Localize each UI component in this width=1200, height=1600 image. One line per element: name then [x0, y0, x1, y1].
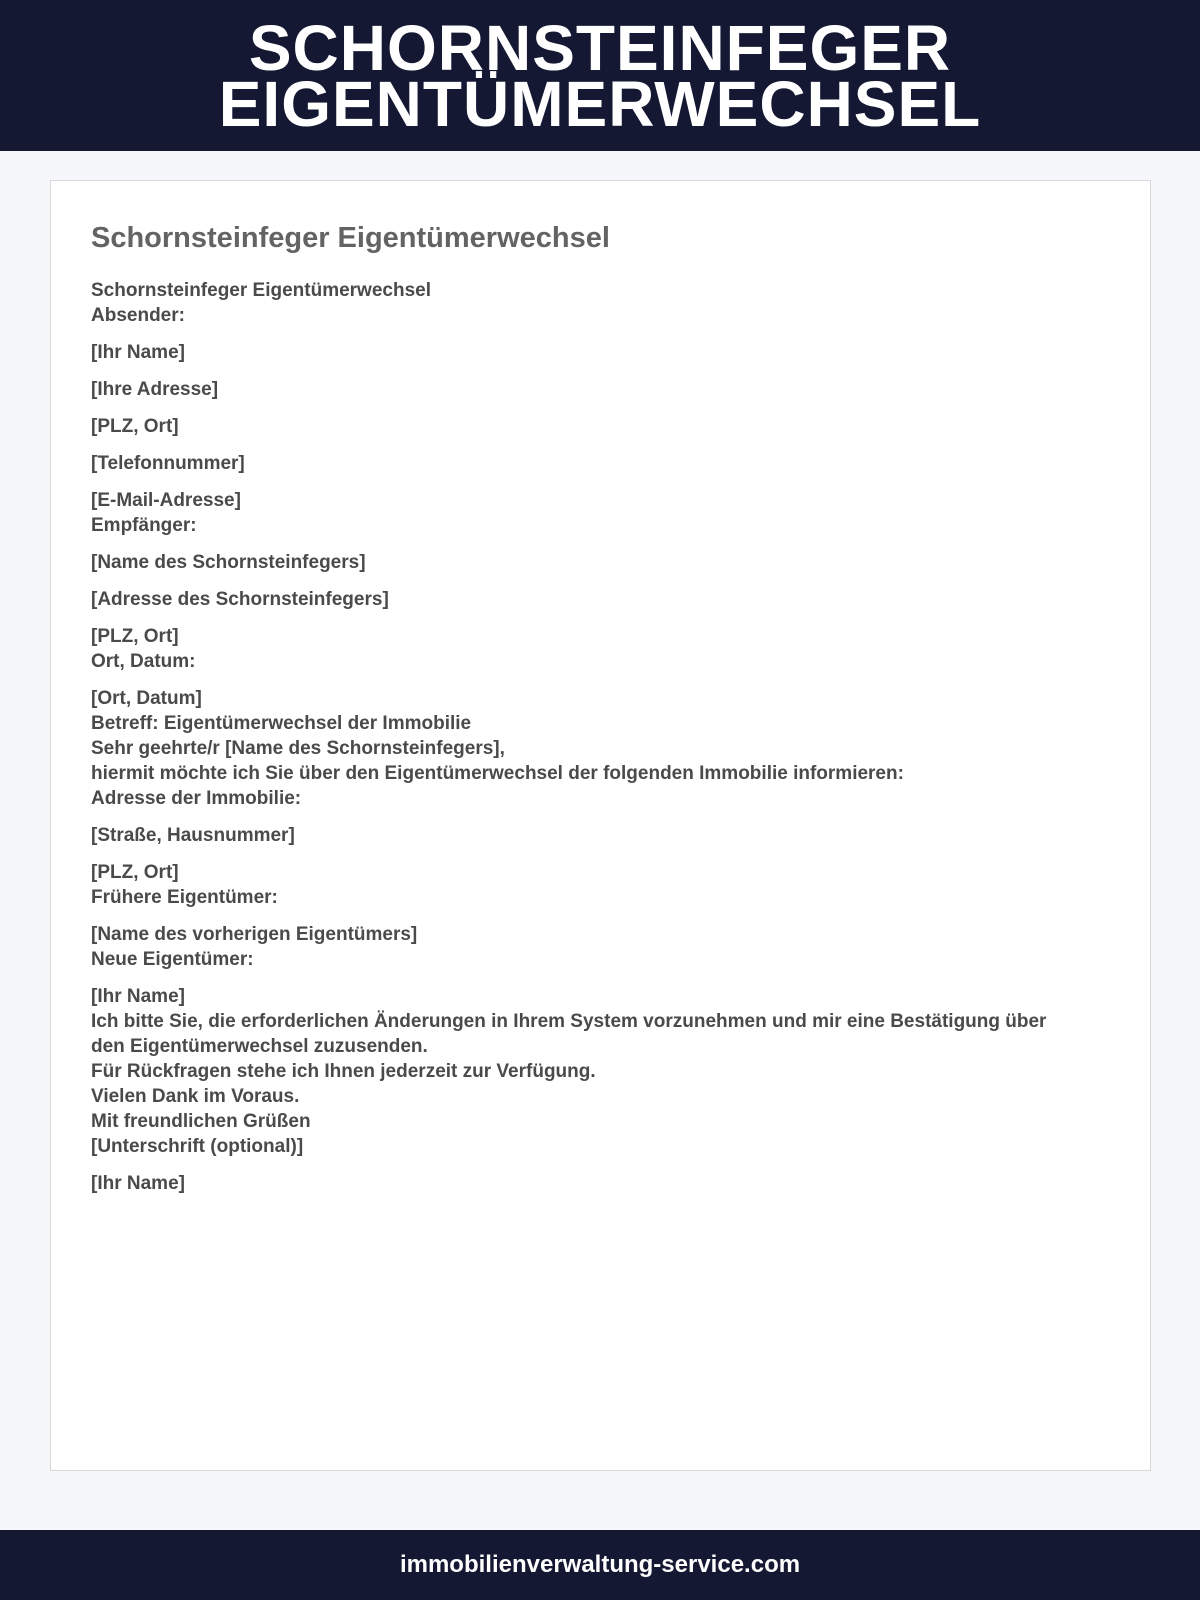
document-title: Schornsteinfeger Eigentümerwechsel — [91, 222, 610, 254]
document-line: [PLZ, Ort] — [91, 626, 179, 647]
document-paragraph — [91, 451, 1110, 476]
document-line: Absender: — [91, 305, 185, 326]
document-line: [Name des vorherigen Eigentümers] — [91, 924, 418, 945]
footer — [0, 1530, 1200, 1600]
document-line: [Unterschrift (optional)] — [91, 1136, 304, 1157]
document-paragraph — [91, 823, 1110, 848]
document-line: [Adresse des Schornsteinfegers] — [91, 589, 389, 610]
document-line: Empfänger: — [91, 515, 197, 536]
header-banner — [0, 0, 1200, 151]
document-line: den Eigentümerwechsel zuzusenden. — [91, 1036, 428, 1057]
document-paragraph — [91, 587, 1110, 612]
document-line: [Name des Schornsteinfegers] — [91, 552, 366, 573]
document-line: Ich bitte Sie, die erforderlichen Änderungen in Ihrem System vorzunehmen und mir eine Bestätigung über — [91, 1011, 1047, 1032]
document-paragraph — [91, 686, 1110, 811]
document-line: [PLZ, Ort] — [91, 416, 179, 437]
document-line: Adresse der Immobilie: — [91, 788, 302, 809]
document-line: Neue Eigentümer: — [91, 949, 254, 970]
document-line: [E-Mail-Adresse] — [91, 490, 241, 511]
document-paragraph — [91, 550, 1110, 575]
document-paragraph — [91, 278, 1110, 328]
document-paragraph — [91, 488, 1110, 538]
document-line: [Ihr Name] — [91, 342, 185, 363]
document-line: Für Rückfragen stehe ich Ihnen jederzeit zur Verfügung. — [91, 1061, 596, 1082]
document-line: Frühere Eigentümer: — [91, 887, 278, 908]
document-line: Mit freundlichen Grüßen — [91, 1111, 311, 1132]
document-paragraph — [91, 414, 1110, 439]
document-line: [Telefonnummer] — [91, 453, 245, 474]
document-paragraph — [91, 340, 1110, 365]
document-line: Betreff: Eigentümerwechsel der Immobilie — [91, 713, 472, 734]
document-line: [PLZ, Ort] — [91, 862, 179, 883]
document-paragraph — [91, 984, 1110, 1159]
document-line: [Straße, Hausnummer] — [91, 825, 295, 846]
document-paragraph — [91, 377, 1110, 402]
document-line: Vielen Dank im Voraus. — [91, 1086, 300, 1107]
document-line: Ort, Datum: — [91, 651, 196, 672]
document-line: [Ihre Adresse] — [91, 379, 219, 400]
document-paragraph — [91, 922, 1110, 972]
banner-title-line-2: EIGENTÜMERWECHSEL — [218, 67, 982, 140]
document-card — [50, 180, 1151, 1471]
footer-website[interactable]: immobilienverwaltung-service.com — [399, 1551, 801, 1578]
document-line: Sehr geehrte/r [Name des Schornsteinfegers], — [91, 738, 505, 759]
document-line: [Ihr Name] — [91, 1173, 185, 1194]
document-line: [Ort, Datum] — [91, 688, 202, 709]
banner-title-line-1: SCHORNSTEINFEGER — [248, 11, 952, 84]
document-line: Schornsteinfeger Eigentümerwechsel — [91, 280, 431, 301]
document-paragraph — [91, 624, 1110, 674]
document-paragraph — [91, 860, 1110, 910]
document-line: hiermit möchte ich Sie über den Eigentümerwechsel der folgenden Immobilie informieren: — [91, 763, 904, 784]
document-line: [Ihr Name] — [91, 986, 185, 1007]
document-paragraph — [91, 1171, 1110, 1196]
document-body — [91, 278, 1110, 1196]
